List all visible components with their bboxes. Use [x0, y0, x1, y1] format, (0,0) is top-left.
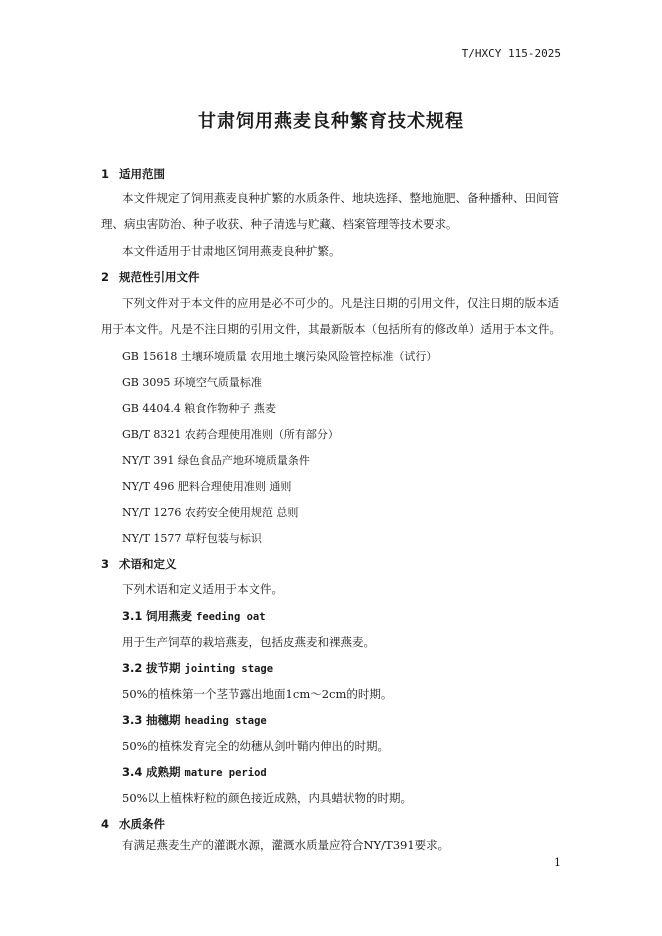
section-title: 术语和定义	[119, 557, 177, 571]
term-heading	[122, 608, 266, 624]
section-title: 适用范围	[119, 167, 165, 181]
paragraph-references-line-2: 用于本文件。凡是不注日期的引用文件，其最新版本（包括所有的修改单）适用于本文件。	[101, 322, 561, 336]
section-heading-4	[101, 816, 165, 832]
term-number: 3.3	[122, 713, 143, 727]
reference-item: GB 3095 环境空气质量标准	[122, 376, 262, 389]
document-title: 甘肃饲用燕麦良种繁育技术规程	[198, 111, 464, 132]
reference-item: NY/T 1577 草籽包装与标识	[122, 532, 262, 545]
section-number: 3	[101, 557, 110, 571]
term-definition: 50%的植株第一个茎节露出地面1cm～2cm的时期。	[122, 687, 393, 701]
paragraph-applicability: 本文件适用于甘肃地区饲用燕麦良种扩繁。	[122, 244, 341, 258]
term-name: 抽穗期	[146, 713, 181, 727]
paragraph-scope-line-2: 理、病虫害防治、种子收获、种子清选与贮藏、档案管理等技术要求。	[101, 217, 458, 231]
term-name: 饲用燕麦	[146, 609, 193, 623]
term-number: 3.1	[122, 609, 143, 623]
paragraph-terms-intro: 下列术语和定义适用于本文件。	[122, 582, 283, 596]
term-number: 3.2	[122, 661, 143, 675]
term-number: 3.4	[122, 765, 143, 779]
page-number: 1	[554, 856, 561, 869]
section-heading-1	[101, 166, 165, 182]
term-definition: 50%以上植株籽粒的颜色接近成熟，内具蜡状物的时期。	[122, 791, 413, 805]
reference-item: GB 4404.4 粮食作物种子 燕麦	[122, 402, 276, 415]
paragraph-references-line-1: 下列文件对于本文件的应用是必不可少的。凡是注日期的引用文件，仅注日期的版本适	[122, 296, 559, 310]
term-name: 成熟期	[146, 765, 181, 779]
reference-item: NY/T 391 绿色食品产地环境质量条件	[122, 454, 310, 467]
section-number: 2	[101, 270, 110, 284]
term-heading	[122, 712, 267, 728]
term-english: jointing stage	[184, 663, 274, 675]
term-english: feeding oat	[196, 611, 266, 623]
standard-code: T/HXCY 115-2025	[461, 47, 561, 60]
term-english: mature period	[184, 767, 267, 779]
term-heading	[122, 660, 273, 676]
section-title: 水质条件	[119, 817, 165, 831]
term-heading	[122, 764, 267, 780]
term-definition: 50%的植株发育完全的幼穗从剑叶鞘内伸出的时期。	[122, 739, 390, 753]
section-heading-2	[101, 269, 200, 285]
section-title: 规范性引用文件	[119, 270, 200, 284]
reference-item: NY/T 1276 农药安全使用规范 总则	[122, 506, 299, 519]
section-heading-3	[101, 556, 177, 572]
term-name: 拔节期	[146, 661, 181, 675]
section-number: 4	[101, 817, 110, 831]
reference-item: GB 15618 土壤环境质量 农用地土壤污染风险管控标准（试行）	[122, 350, 438, 363]
reference-item: GB/T 8321 农药合理使用准则（所有部分）	[122, 428, 339, 441]
term-english: heading stage	[184, 715, 267, 727]
reference-item: NY/T 496 肥料合理使用准则 通则	[122, 480, 292, 493]
term-definition: 用于生产饲草的栽培燕麦，包括皮燕麦和裸燕麦。	[122, 635, 375, 649]
section-number: 1	[101, 167, 110, 181]
paragraph-water-quality: 有满足燕麦生产的灌溉水源，灌溉水质量应符合NY/T391要求。	[122, 838, 450, 852]
paragraph-scope-line-1: 本文件规定了饲用燕麦良种扩繁的水质条件、地块选择、整地施肥、备种播种、田间管	[122, 191, 559, 205]
